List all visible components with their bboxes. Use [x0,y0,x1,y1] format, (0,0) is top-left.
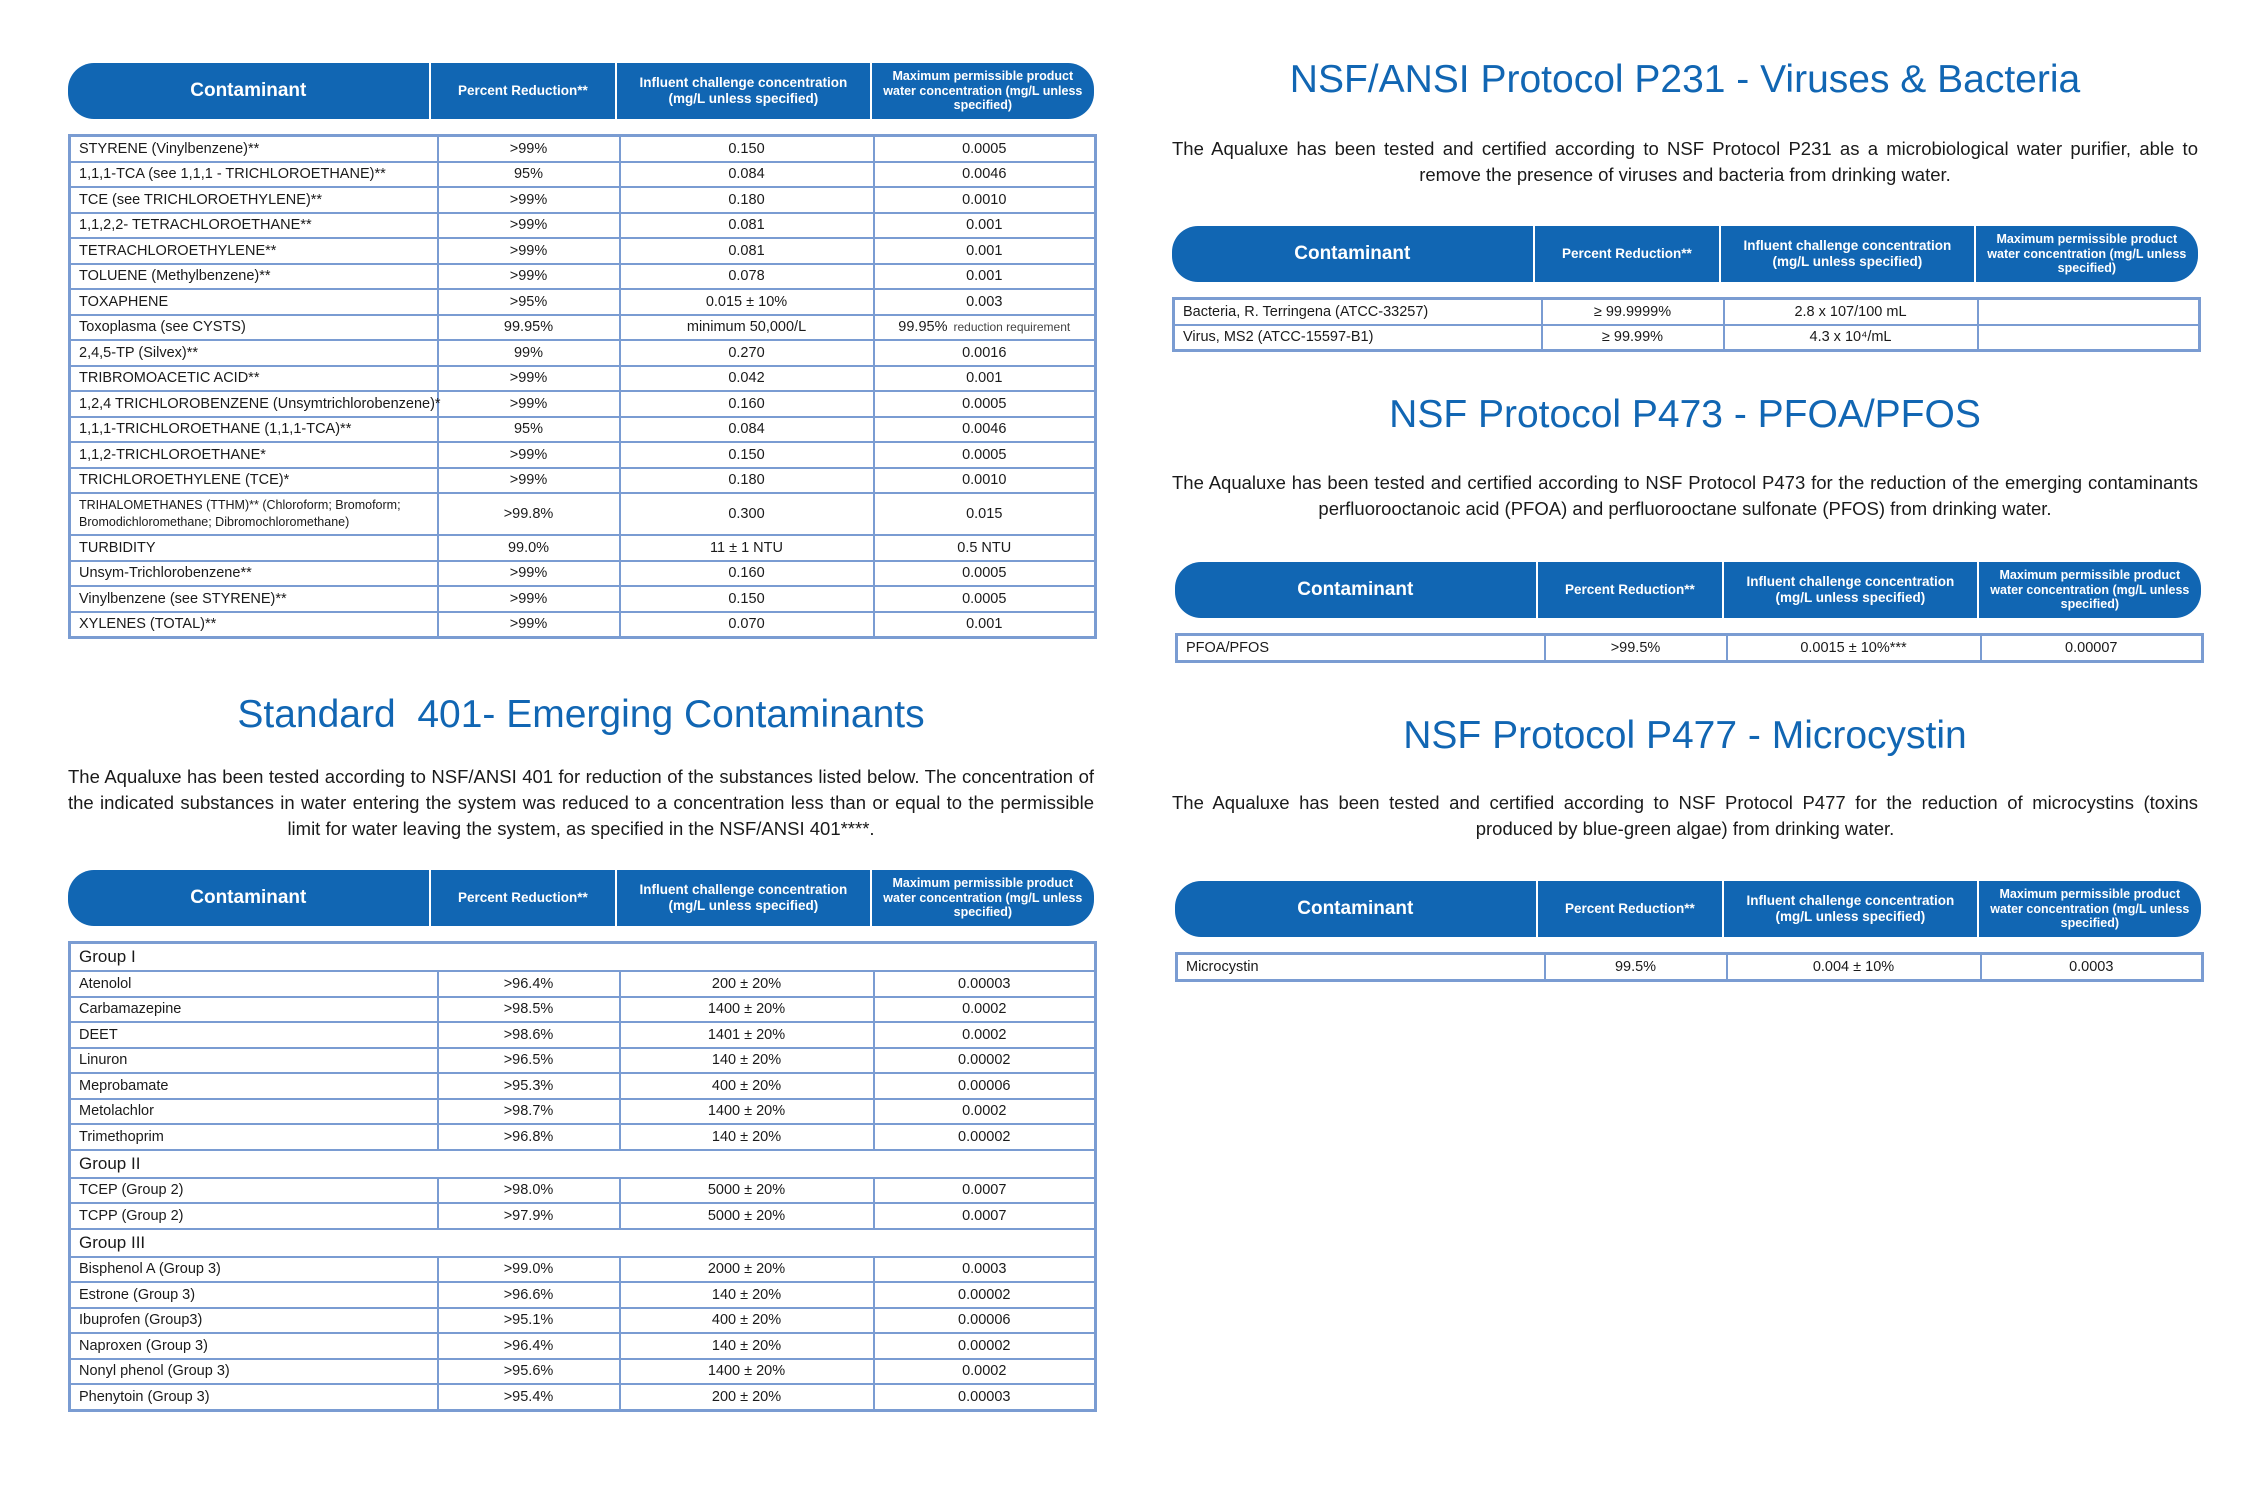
table-row [70,1257,1096,1283]
maximum-cell: 0.0005 [874,586,1096,612]
contaminant-cell: Bacteria, R. Terringena (ATCC-33257) [1174,299,1542,325]
table-row [70,1099,1096,1125]
influent-cell: 0.150 [620,136,874,162]
percent-cell: 95% [438,417,620,443]
percent-cell: >98.7% [438,1099,620,1125]
influent-cell: 0.070 [620,612,874,638]
table-row [70,136,1096,162]
maximum-cell: 0.0046 [874,417,1096,443]
contaminant-cell: Carbamazepine [70,997,438,1023]
header-contaminant: Contaminant [190,887,307,909]
percent-cell: >95.4% [438,1384,620,1410]
p473-section [1175,562,2201,663]
influent-cell: 4.3 x 10⁴/mL [1724,325,1978,351]
maximum-cell: 0.00002 [874,1048,1096,1074]
maximum-cell: 0.00002 [874,1124,1096,1150]
table-row [70,1178,1096,1204]
group-header-row [70,1150,1096,1178]
percent-cell: 99.0% [438,535,620,561]
p477-table [1175,952,2204,982]
table-row [70,586,1096,612]
percent-cell: >98.5% [438,997,620,1023]
maximum-cell: 0.5 NTU [874,535,1096,561]
influent-cell: 0.180 [620,468,874,494]
percent-cell: >99.5% [1545,635,1727,662]
maximum-cell: 0.0005 [874,136,1096,162]
influent-cell: 0.084 [620,162,874,188]
percent-cell: >96.6% [438,1282,620,1308]
maximum-cell: 0.001 [874,213,1096,239]
maximum-cell: 0.0003 [874,1257,1096,1283]
header-maximum: Maximum permissible product water concentration (mg/L unless specified) [1974,226,2198,282]
percent-cell: >95.1% [438,1308,620,1334]
table-row [70,535,1096,561]
contaminant-cell: TOLUENE (Methylbenzene)** [70,264,438,290]
percent-cell: >99% [438,561,620,587]
table-row [70,1022,1096,1048]
table-row [70,417,1096,443]
header-maximum: Maximum permissible product water concentration (mg/L unless specified) [870,870,1094,926]
table-row [70,264,1096,290]
contaminant-cell: Linuron [70,1048,438,1074]
header-contaminant: Contaminant [1297,579,1414,601]
group-label: Group II [70,1150,1096,1178]
influent-cell: 0.160 [620,391,874,417]
table-row [70,1282,1096,1308]
percent-cell: 99.95% [438,315,620,341]
influent-cell: 0.160 [620,561,874,587]
influent-cell: 0.300 [620,493,874,535]
influent-cell: 0.180 [620,187,874,213]
influent-cell: 200 ± 20% [620,1384,874,1410]
percent-cell: >99.0% [438,1257,620,1283]
maximum-cell: 0.0002 [874,1099,1096,1125]
contaminant-cell: TETRACHLOROETHYLENE** [70,238,438,264]
table-row [70,561,1096,587]
maximum-cell: 0.0010 [874,468,1096,494]
maximum-cell: 0.003 [874,289,1096,315]
percent-cell: >99% [438,468,620,494]
p477-description: The Aqualuxe has been tested and certified according to NSF Protocol P477 for the reduction of microcystins (toxins produced by blue-green algae) from drinking water. [1172,792,2198,839]
contaminant-cell: XYLENES (TOTAL)** [70,612,438,638]
maximum-cell [1978,299,2200,325]
table-header [1175,881,2201,937]
maximum-cell: 0.0016 [874,340,1096,366]
contaminant-cell: Microcystin [1177,954,1545,981]
maximum-cell: 0.00003 [874,1384,1096,1410]
header-influent: Influent challenge concentration (mg/L unless specified) [1719,226,1974,282]
s401-title: Standard 401- Emerging Contaminants [237,693,925,736]
table-row [70,238,1096,264]
table-row [70,971,1096,997]
influent-cell: 400 ± 20% [620,1308,874,1334]
table-row [70,1073,1096,1099]
percent-cell: >99% [438,136,620,162]
header-influent: Influent challenge concentration (mg/L unless specified) [615,870,870,926]
contaminant-cell: Atenolol [70,971,438,997]
percent-cell: >98.6% [438,1022,620,1048]
influent-cell: 200 ± 20% [620,971,874,997]
maximum-cell: 0.001 [874,238,1096,264]
percent-cell: >99% [438,187,620,213]
table-row [70,187,1096,213]
influent-cell: 0.150 [620,586,874,612]
influent-cell: 0.004 ± 10% [1727,954,1981,981]
influent-cell: 0.015 ± 10% [620,289,874,315]
percent-cell: >97.9% [438,1203,620,1229]
maximum-cell: 0.001 [874,612,1096,638]
percent-cell: >98.0% [438,1178,620,1204]
influent-cell: 2000 ± 20% [620,1257,874,1283]
influent-cell: 400 ± 20% [620,1073,874,1099]
contaminant-cell: Toxoplasma (see CYSTS) [70,315,438,341]
influent-cell: 140 ± 20% [620,1333,874,1359]
contaminant-cell: TRIBROMOACETIC ACID** [70,366,438,392]
influent-cell: minimum 50,000/L [620,315,874,341]
percent-cell: >99% [438,586,620,612]
percent-cell: 99.5% [1545,954,1727,981]
p231-description: The Aqualuxe has been tested and certified according to NSF Protocol P231 as a microbiological water purifier, able to remove the presence of viruses and bacteria from drinking water. [1172,138,2198,185]
s401-description: The Aqualuxe has been tested according to NSF/ANSI 401 for reduction of the substances listed below. The concentration of the indicated substances in water entering the system was reduced to a concentration less than or equal to the permissible limit for water leaving the system, as specified in the NSF/ANSI 401****. [68,766,1094,839]
header-percent: Percent Reduction** [429,63,615,119]
influent-cell: 0.042 [620,366,874,392]
p231-title: NSF/ANSI Protocol P231 - Viruses & Bacteria [1289,58,2081,101]
contaminant-cell: TCE (see TRICHLOROETHYLENE)** [70,187,438,213]
contaminant-cell: Nonyl phenol (Group 3) [70,1359,438,1385]
contaminant-cell: Unsym-Trichlorobenzene** [70,561,438,587]
influent-cell: 5000 ± 20% [620,1178,874,1204]
maximum-cell [1978,325,2200,351]
table-header [1175,562,2201,618]
influent-cell: 0.078 [620,264,874,290]
table-row [70,1384,1096,1410]
table-row [70,493,1096,535]
table-row [70,213,1096,239]
table-row [70,612,1096,638]
maximum-cell: 0.0007 [874,1178,1096,1204]
header-influent: Influent challenge concentration (mg/L unless specified) [1722,562,1977,618]
contaminant-cell: TOXAPHENE [70,289,438,315]
table-row [70,1124,1096,1150]
contaminant-cell: Estrone (Group 3) [70,1282,438,1308]
influent-cell: 0.0015 ± 10%*** [1727,635,1981,662]
contaminant-cell: 1,1,2-TRICHLOROETHANE* [70,442,438,468]
table-header [1172,226,2198,282]
influent-cell: 0.150 [620,442,874,468]
maximum-cell: 0.00006 [874,1308,1096,1334]
influent-cell: 0.081 [620,213,874,239]
maximum-cell: 0.001 [874,366,1096,392]
table-row [70,997,1096,1023]
influent-cell: 0.081 [620,238,874,264]
percent-cell: >99% [438,213,620,239]
maximum-cell: 0.0002 [874,997,1096,1023]
percent-cell: >99% [438,612,620,638]
header-contaminant: Contaminant [1297,898,1414,920]
contaminant-cell: Meprobamate [70,1073,438,1099]
influent-cell: 140 ± 20% [620,1048,874,1074]
percent-cell: >99% [438,391,620,417]
contaminant-cell: 1,1,1-TCA (see 1,1,1 - TRICHLOROETHANE)** [70,162,438,188]
contaminant-cell: Ibuprofen (Group3) [70,1308,438,1334]
maximum-cell: 0.00002 [874,1282,1096,1308]
contaminant-cell: Metolachlor [70,1099,438,1125]
maximum-cell: 0.00007 [1981,635,2203,662]
influent-cell: 1400 ± 20% [620,1359,874,1385]
maximum-value: 99.95% [898,319,948,336]
influent-cell: 5000 ± 20% [620,1203,874,1229]
percent-cell: >95.6% [438,1359,620,1385]
percent-cell: >96.5% [438,1048,620,1074]
maximum-cell [874,315,1096,341]
p477-section [1175,881,2201,982]
left-column [68,63,1094,639]
contaminant-cell: Naproxen (Group 3) [70,1333,438,1359]
table-header [68,870,1094,926]
contaminant-cell: TCEP (Group 2) [70,1178,438,1204]
influent-cell: 2.8 x 107/100 mL [1724,299,1978,325]
percent-cell: >96.4% [438,971,620,997]
contaminant-cell: Phenytoin (Group 3) [70,1384,438,1410]
group-label: Group III [70,1229,1096,1257]
header-influent: Influent challenge concentration (mg/L unless specified) [615,63,870,119]
table-row [70,1333,1096,1359]
influent-cell: 1400 ± 20% [620,997,874,1023]
header-percent: Percent Reduction** [1533,226,1719,282]
header-percent: Percent Reduction** [1536,562,1722,618]
contaminant-cell: DEET [70,1022,438,1048]
contaminant-cell: Vinylbenzene (see STYRENE)** [70,586,438,612]
contaminant-cell: PFOA/PFOS [1177,635,1545,662]
influent-cell: 0.270 [620,340,874,366]
table-row [70,391,1096,417]
table-row [70,1359,1096,1385]
influent-cell: 11 ± 1 NTU [620,535,874,561]
maximum-cell: 0.0005 [874,442,1096,468]
header-maximum: Maximum permissible product water concentration (mg/L unless specified) [870,63,1094,119]
percent-cell: >99% [438,442,620,468]
table-row [1177,635,2203,662]
maximum-note: reduction requirement [953,320,1071,335]
table-row [70,289,1096,315]
percent-cell: >96.4% [438,1333,620,1359]
table-row [1177,954,2203,981]
maximum-cell: 0.0010 [874,187,1096,213]
maximum-cell: 0.0003 [1981,954,2203,981]
contaminant-cell: 1,1,2,2- TETRACHLOROETHANE** [70,213,438,239]
p477-title: NSF Protocol P477 - Microcystin [1403,714,1967,757]
s401-section [68,870,1094,1412]
percent-cell: 95% [438,162,620,188]
table-row [1174,325,2200,351]
table-row [70,1308,1096,1334]
contaminant-cell: TURBIDITY [70,535,438,561]
maximum-cell: 0.001 [874,264,1096,290]
maximum-cell: 0.0005 [874,391,1096,417]
table-header [68,63,1094,119]
contaminant-cell: TCPP (Group 2) [70,1203,438,1229]
percent-cell: >99% [438,366,620,392]
contaminant-cell: TRICHLOROETHYLENE (TCE)* [70,468,438,494]
contaminant-cell: Bisphenol A (Group 3) [70,1257,438,1283]
percent-cell: >95.3% [438,1073,620,1099]
p473-description: The Aqualuxe has been tested and certified according to NSF Protocol P473 for the reduction of the emerging contaminants perfluorooctanoic acid (PFOA) and perfluorooctane sulfonate (PFOS) from drinking water. [1172,472,2198,519]
group-header-row [70,1229,1096,1257]
maximum-cell: 0.0046 [874,162,1096,188]
table-row [70,340,1096,366]
contaminant-table [68,134,1097,639]
p473-title: NSF Protocol P473 - PFOA/PFOS [1389,393,1981,436]
header-maximum: Maximum permissible product water concentration (mg/L unless specified) [1977,562,2201,618]
header-percent: Percent Reduction** [1536,881,1722,937]
p473-table [1175,633,2204,663]
percent-cell: ≥ 99.9999% [1542,299,1724,325]
percent-cell: >99% [438,238,620,264]
maximum-cell: 0.0007 [874,1203,1096,1229]
maximum-cell: 0.00003 [874,971,1096,997]
table-row [70,162,1096,188]
influent-cell: 140 ± 20% [620,1282,874,1308]
table-row [1174,299,2200,325]
group-header-row [70,943,1096,972]
contaminant-cell: TRIHALOMETHANES (TTHM)** (Chloroform; Bromoform; Bromodichloromethane; Dibromochloromethane) [70,493,438,535]
group-label: Group I [70,943,1096,972]
percent-cell: >96.8% [438,1124,620,1150]
table-row [70,1203,1096,1229]
contaminant-cell: Virus, MS2 (ATCC-15597-B1) [1174,325,1542,351]
influent-cell: 140 ± 20% [620,1124,874,1150]
table-row [70,1048,1096,1074]
p231-table [1172,297,2201,352]
influent-cell: 0.084 [620,417,874,443]
percent-cell: 99% [438,340,620,366]
percent-cell: >99% [438,264,620,290]
table-row [70,366,1096,392]
contaminant-cell: Trimethoprim [70,1124,438,1150]
percent-cell: >99.8% [438,493,620,535]
maximum-cell: 0.0002 [874,1022,1096,1048]
contaminant-cell: 1,2,4 TRICHLOROBENZENE (Unsymtrichlorobenzene)* [70,391,438,417]
maximum-cell: 0.0005 [874,561,1096,587]
influent-cell: 1400 ± 20% [620,1099,874,1125]
p231-section [1172,226,2198,352]
header-maximum: Maximum permissible product water concentration (mg/L unless specified) [1977,881,2201,937]
header-influent: Influent challenge concentration (mg/L unless specified) [1722,881,1977,937]
contaminant-cell: 1,1,1-TRICHLOROETHANE (1,1,1-TCA)** [70,417,438,443]
influent-cell: 1401 ± 20% [620,1022,874,1048]
s401-table [68,941,1097,1412]
maximum-cell: 0.00006 [874,1073,1096,1099]
header-contaminant: Contaminant [190,80,307,102]
maximum-cell: 0.0002 [874,1359,1096,1385]
header-contaminant: Contaminant [1294,243,1411,265]
table-row [70,468,1096,494]
percent-cell: ≥ 99.99% [1542,325,1724,351]
contaminant-cell: 2,4,5-TP (Silvex)** [70,340,438,366]
percent-cell: >95% [438,289,620,315]
contaminant-cell: STYRENE (Vinylbenzene)** [70,136,438,162]
table-row [70,315,1096,341]
header-percent: Percent Reduction** [429,870,615,926]
table-row [70,442,1096,468]
maximum-cell: 0.015 [874,493,1096,535]
maximum-cell: 0.00002 [874,1333,1096,1359]
